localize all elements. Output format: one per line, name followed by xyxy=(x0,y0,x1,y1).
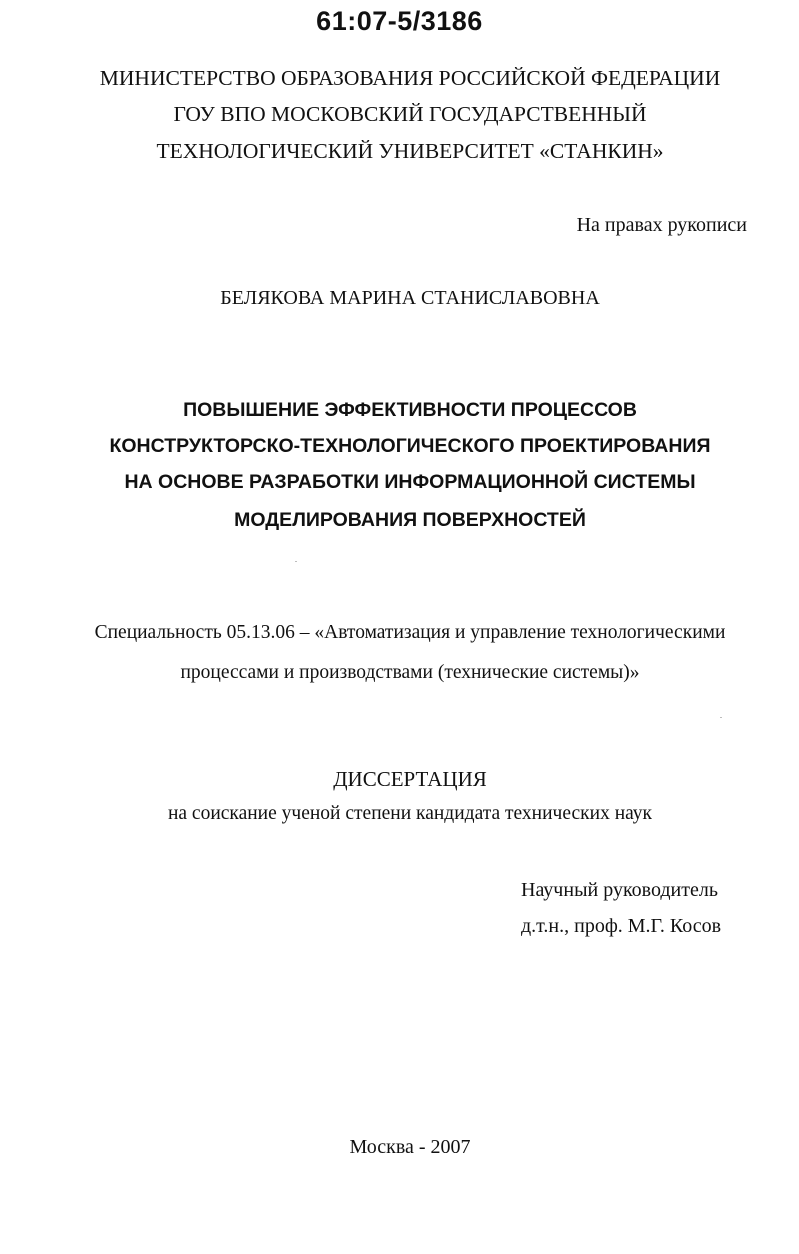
supervisor-label: Научный руководитель xyxy=(521,879,718,901)
title-line-3: НА ОСНОВЕ РАЗРАБОТКИ ИНФОРМАЦИОННОЙ СИСТЕМЫ xyxy=(124,471,696,493)
title-line-2: КОНСТРУКТОРСКО-ТЕХНОЛОГИЧЕСКОГО ПРОЕКТИРОВАНИЯ xyxy=(109,435,711,457)
institution-line-1: МИНИСТЕРСТВО ОБРАЗОВАНИЯ РОССИЙСКОЙ ФЕДЕРАЦИИ xyxy=(99,66,721,90)
dissertation-heading: ДИССЕРТАЦИЯ xyxy=(333,767,487,791)
title-line-4: МОДЕЛИРОВАНИЯ ПОВЕРХНОСТЕЙ xyxy=(234,509,586,531)
city-year: Москва - 2007 xyxy=(349,1136,471,1158)
scan-speck xyxy=(295,561,297,562)
dissertation-subheading: на соискание ученой степени кандидата технических наук xyxy=(167,803,653,824)
rights-note: На правах рукописи xyxy=(576,214,747,236)
title-line-1: ПОВЫШЕНИЕ ЭФФЕКТИВНОСТИ ПРОЦЕССОВ xyxy=(183,399,637,421)
archive-number: 61:07-5/3186 xyxy=(316,6,483,36)
supervisor-name: д.т.н., проф. М.Г. Косов xyxy=(521,915,722,937)
institution-line-3: ТЕХНОЛОГИЧЕСКИЙ УНИВЕРСИТЕТ «СТАНКИН» xyxy=(156,139,664,163)
institution-line-2: ГОУ ВПО МОСКОВСКИЙ ГОСУДАРСТВЕННЫЙ xyxy=(173,102,647,126)
specialty-line-1: Специальность 05.13.06 – «Автоматизация и управление технологическими xyxy=(94,622,726,643)
scan-speck xyxy=(720,717,722,718)
author-name: БЕЛЯКОВА МАРИНА СТАНИСЛАВОВНА xyxy=(220,287,600,309)
specialty-line-2: процессами и производствами (технические системы)» xyxy=(180,662,640,683)
